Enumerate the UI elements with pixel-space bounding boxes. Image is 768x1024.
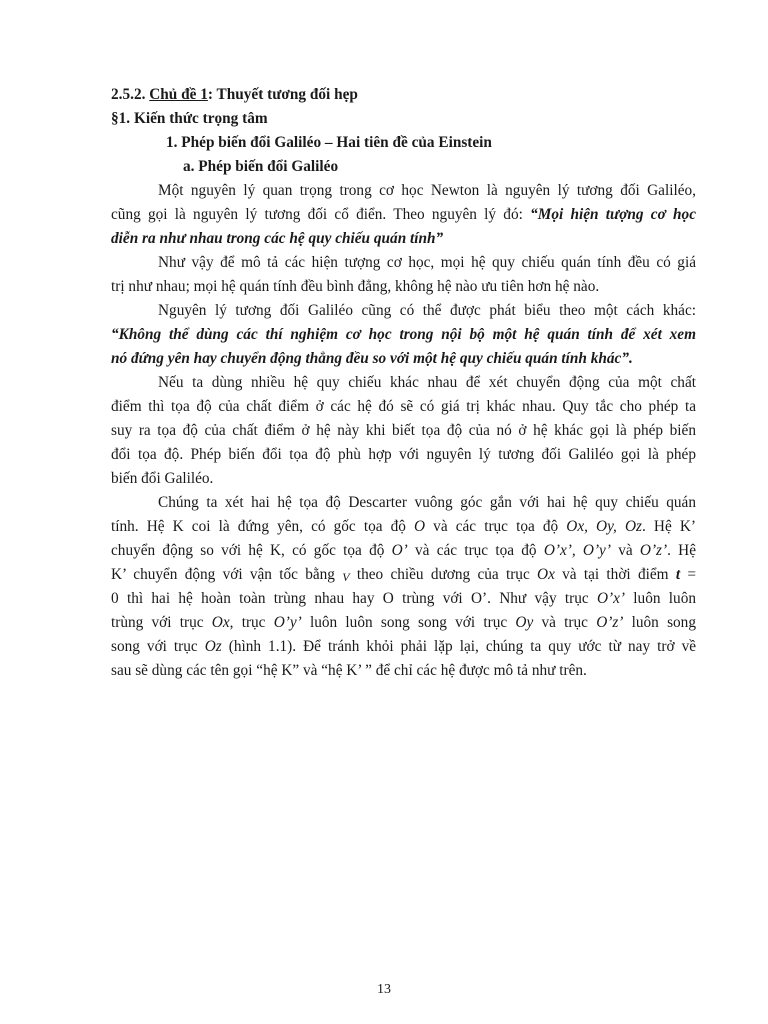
p5-l2-origin: O: [414, 518, 426, 535]
p1-line2: [111, 203, 696, 227]
p5-l4-t: t: [675, 566, 681, 583]
p5-l3-c: và: [610, 542, 640, 559]
p5-l6-d: và trục: [533, 614, 597, 631]
subheading: §1. Kiến thức trọng tâm: [111, 110, 268, 127]
item-heading: 1. Phép biến đổi Galiléo – Hai tiên đề của Einstein: [166, 134, 492, 151]
p5-line6: [111, 611, 696, 635]
sub-item-heading: a. Phép biến đổi Galiléo: [183, 158, 339, 175]
p5-l2-c: . Hệ K’: [641, 518, 696, 535]
p2-line1: Như vậy để mô tả các hiện tượng cơ học, mọi hệ quy chiếu quán tính đều có giá: [158, 254, 696, 271]
p5-l3-b: và các trục tọa độ: [407, 542, 544, 559]
p2-line2: trị như nhau; mọi hệ quán tính đều bình đẳng, không hệ nào ưu tiên hơn hệ nào.: [111, 278, 600, 295]
p5-l3-origin: O’: [391, 542, 408, 559]
p5-l6-oy: O’y’: [273, 614, 302, 631]
p5-line7: [111, 635, 696, 659]
p3-line3-quote: nó đứng yên hay chuyển động thẳng đều so với một hệ quy chiếu quán tính khác”.: [111, 350, 633, 367]
p4-line1: Nếu ta dùng nhiều hệ quy chiếu khác nhau để xét chuyển động của một chất: [158, 374, 696, 391]
section-number: 2.5.2.: [111, 86, 146, 103]
p4-line2: điểm thì tọa độ của chất điểm ở các hệ đó sẽ có giá trị khác nhau. Quy tắc cho phép ta: [111, 398, 696, 415]
p5-l5-a: 0 thì hai hệ hoàn toàn trùng nhau hay O trùng với O’. Như vậy trục: [111, 590, 597, 607]
p4-line5: biến đổi Galiléo.: [111, 470, 214, 487]
p1-line3-quote: diễn ra như nhau trong các hệ quy chiếu quán tính”: [111, 230, 444, 247]
p5-l4-d: =: [680, 566, 696, 583]
p5-l6-c: luôn luôn song song với trục: [301, 614, 516, 631]
topic-title: : Thuyết tương đối hẹp: [207, 86, 358, 103]
p3-line1: Nguyên lý tương đối Galiléo cũng có thể được phát biểu theo một cách khác:: [158, 302, 696, 319]
p5-l6-oz: O’z’: [596, 614, 624, 631]
p5-line5: [111, 587, 696, 611]
p1-line2-quote: “Mọi hiện tượng cơ học: [530, 206, 696, 223]
p5-l7-oz: Oz: [204, 638, 222, 655]
p5-l3-axes: O’x’, O’y’: [543, 542, 611, 559]
p5-l4-a: K’ chuyển động với vận tốc bằng: [111, 566, 343, 583]
topic-label: Chủ đề 1: [149, 86, 208, 103]
p5-l4-velocity: V: [342, 570, 350, 584]
p5-l5-ox: O’x’: [596, 590, 626, 607]
p4-line4: đổi tọa độ. Phép biến đổi tọa độ phù hợp với nguyên lý tương đối Galiléo gọi là phép: [111, 446, 696, 463]
page-number: 13: [377, 982, 391, 997]
p5-l6-ox: Ox: [211, 614, 230, 631]
p5-l3-a: chuyển động so với hệ K, có gốc tọa độ: [111, 542, 392, 559]
p5-line8: sau sẽ dùng các tên gọi “hệ K” và “hệ K’ ” để chỉ các hệ được mô tả như trên.: [111, 662, 587, 679]
p5-l4-c: và tại thời điểm: [554, 566, 676, 583]
p5-l2-b: và các trục tọa độ: [425, 518, 567, 535]
p5-l6-e: luôn song: [623, 614, 696, 631]
p3-line2-quote: “Không thể dùng các thí nghiệm cơ học trong nội bộ một hệ quán tính để xét xem: [111, 326, 696, 343]
p5-l7-a: song với trục: [111, 638, 205, 655]
p1-line1: Một nguyên lý quan trọng trong cơ học Newton là nguyên lý tương đối Galiléo,: [158, 182, 696, 199]
p5-l4-ox: Ox: [537, 566, 555, 583]
p4-line3: suy ra tọa độ của chất điểm ở hệ này khi biết tọa độ của nó ở hệ khác gọi là phép biến: [111, 422, 696, 439]
section-heading: [111, 83, 696, 107]
p5-l7-b: (hình 1.1). Để tránh khỏi phải lặp lại, chúng ta quy ước từ nay trở về: [221, 638, 696, 655]
p5-line1: Chúng ta xét hai hệ tọa độ Descarter vuông góc gắn với hai hệ quy chiếu quán: [158, 494, 696, 511]
p5-l2-a: tính. Hệ K coi là đứng yên, có gốc tọa độ: [111, 518, 415, 535]
p5-line3: [111, 539, 696, 563]
p5-l3-d: . Hệ: [667, 542, 696, 559]
p5-line4: [111, 563, 696, 587]
p5-l3-oz: O’z’: [639, 542, 668, 559]
page-content: [111, 83, 696, 683]
p5-line2: [111, 515, 696, 539]
p5-l6-b: , trục: [229, 614, 274, 631]
p1-line2-text: cũng gọi là nguyên lý tương đối cổ điển. Theo nguyên lý đó:: [111, 206, 531, 223]
p5-l4-b: theo chiều dương của trục: [349, 566, 538, 583]
p5-l2-axes: Ox, Oy, Oz: [566, 518, 642, 535]
p5-l5-b: luôn luôn: [625, 590, 696, 607]
p5-l6-oy2: Oy: [515, 614, 534, 631]
p5-l6-a: trùng với trục: [111, 614, 212, 631]
